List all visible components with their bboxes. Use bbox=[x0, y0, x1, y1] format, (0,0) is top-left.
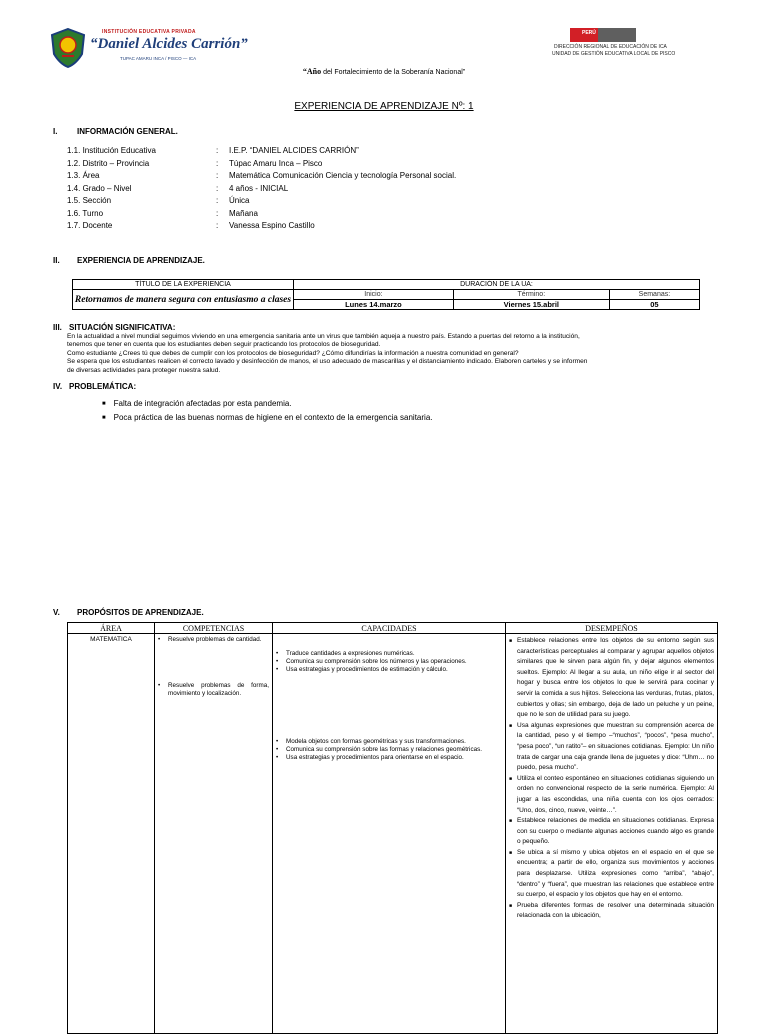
institution-label: INSTITUCIÓN EDUCATIVA PRIVADA bbox=[102, 29, 196, 35]
section-3-heading bbox=[53, 323, 175, 332]
info-value: Mañana bbox=[229, 208, 258, 218]
performance-item: ■ Establece relaciones entre los objetos de su entorno según sus características perceptuales al comparar y agrupar aquellos objetos similares que le sirven para algún fin, y dejar algunos elementos sueltos. Ejemplo: Al llegar a su aula, un niño elige ir al sector del hogar y busca entre los objetos lo que le servirá para cocinar y servir la comida a sus hijitos. Selecciona las verduras, frutas, platos, cubiertos y ollas; sin embargo, deja de lado un peluche y un peine, que no le son de utilidad para su juego. bbox=[509, 636, 714, 721]
ministry-box bbox=[598, 28, 662, 42]
info-label: 1.6. Turno bbox=[67, 208, 104, 218]
year-motto bbox=[0, 67, 768, 76]
significant-situation bbox=[67, 333, 717, 375]
purposes-table bbox=[67, 622, 718, 1034]
section-2-heading bbox=[53, 256, 205, 265]
section-1-number: I. bbox=[53, 127, 58, 136]
info-colon: : bbox=[216, 221, 219, 230]
ministry-label: Ministerio de Educación bbox=[639, 29, 662, 39]
info-label: 1.1. Institución Educativa bbox=[67, 146, 156, 155]
situation-line: En la actualidad a nivel mundial seguimos viviendo en una emergencia sanitaria ante un virus que también aqueja a nuestro país. Estando a puertas del retorno a la institución, bbox=[67, 333, 580, 340]
performance-item: ■ Usa algunas expresiones que muestran su comprensión acerca de la cantidad, peso y el tiempo –“muchos”, “pocos”, “pesa mucho”, “pesa poco”, “un ratito”– en situaciones cotidianas. Ejemplo: Un niño trata de cargar una caja grande llena de juguetes y dice: “Uhm… no puedo, pesa mucho”. bbox=[509, 721, 714, 774]
info-label: 1.7. Docente bbox=[67, 221, 113, 230]
year-rest: del Fortalecimiento de la Soberanía Nacional” bbox=[321, 69, 466, 76]
ugel-label: UNIDAD DE GESTIÓN EDUCATIVA LOCAL DE PISCO bbox=[552, 51, 676, 57]
ministry-logo bbox=[552, 28, 740, 66]
performances-header: DESEMPEÑOS bbox=[506, 623, 718, 634]
section-1-title: INFORMACIÓN GENERAL. bbox=[77, 127, 178, 136]
weeks-value: 05 bbox=[609, 300, 699, 310]
info-value: 4 años - INICIAL bbox=[229, 183, 289, 193]
year-quote-open: “Año bbox=[302, 67, 322, 76]
info-colon: : bbox=[216, 171, 219, 180]
info-colon: : bbox=[216, 196, 219, 205]
capacities-header: CAPACIDADES bbox=[273, 623, 506, 634]
performance-item: ■ Utiliza el conteo espontáneo en situaciones cotidianas siguiendo un orden no convencional respecto de la serie numérica. Ejemplo: Al jugar a las escondidas, una niña cuenta con los ojos cerrados: “Uno, dos, cinco, nueve, veinte…”. bbox=[509, 774, 714, 816]
document-title: EXPERIENCIA DE APRENDIZAJE Nº: 1 bbox=[294, 101, 474, 112]
section-3-title: SITUACIÓN SIGNIFICATIVA: bbox=[69, 323, 176, 332]
competencies-cell bbox=[155, 634, 273, 1034]
end-value: Viernes 15.abril bbox=[453, 300, 609, 310]
capacity-item: • Comunica su comprensión sobre los números y las operaciones. bbox=[276, 658, 502, 666]
experience-title-header: TÍTULO DE LA EXPERIENCIA bbox=[73, 280, 294, 290]
capacity-item: • Modela objetos con formas geométricas y sus transformaciones. bbox=[276, 738, 502, 746]
situation-line: de diversas actividades para proteger nuestra salud. bbox=[67, 366, 221, 374]
peru-flag-box bbox=[570, 28, 598, 42]
info-label: 1.2. Distrito – Provincia bbox=[67, 158, 150, 168]
capacity-item: • Usa estrategias y procedimientos para orientarse en el espacio. bbox=[276, 754, 502, 762]
capacity-item: • Traduce cantidades a expresiones numéricas. bbox=[276, 650, 502, 658]
section-4-number: IV. bbox=[53, 382, 63, 391]
duration-header: DURACIÓN DE LA UA: bbox=[294, 280, 700, 290]
peru-label: PERÚ bbox=[582, 30, 596, 36]
section-2-title: EXPERIENCIA DE APRENDIZAJE. bbox=[77, 256, 205, 265]
info-value: I.E.P. “DANIEL ALCIDES CARRIÓN” bbox=[229, 146, 359, 155]
section-1-heading bbox=[53, 127, 178, 136]
section-5-title: PROPÓSITOS DE APRENDIZAJE. bbox=[77, 608, 204, 617]
info-value: Matemática Comunicación Ciencia y tecnología Personal social. bbox=[229, 171, 457, 180]
info-label: 1.3. Área bbox=[67, 171, 100, 180]
school-logo bbox=[50, 28, 280, 72]
problem-item: ■ Falta de integración afectadas por esta pandemia. bbox=[102, 398, 433, 412]
capacity-item: • Comunica su comprensión sobre las formas y relaciones geométricas. bbox=[276, 746, 502, 754]
start-label: Inicio: bbox=[294, 290, 454, 300]
info-colon: : bbox=[216, 158, 219, 168]
school-shield-icon bbox=[50, 28, 86, 68]
section-5-heading bbox=[53, 608, 204, 617]
problem-item: ■ Poca práctica de las buenas normas de higiene en el contexto de la emergencia sanitaria. bbox=[102, 412, 433, 426]
capacities-cell bbox=[273, 634, 506, 1034]
performance-item: ■ Se ubica a sí mismo y ubica objetos en el espacio en el que se encuentra; a partir de ello, organiza sus movimientos y acciones para desplazarse. Utiliza expresiones como “arriba”, “abajo”, “dentro” y “fuera”, que muestran las relaciones que establece entre su cuerpo, el espacio y los objetos que hay en el entorno. bbox=[509, 848, 714, 901]
performance-item: ■ Prueba diferentes formas de resolver una determinada situación relacionada con la ubicación, bbox=[509, 901, 714, 922]
situation-line: Como estudiante ¿Crees tú que debes de cumplir con los protocolos de bioseguridad? ¿Cómo difundirías la información a nuestra comunidad en general? bbox=[67, 349, 519, 357]
situation-line: tenemos que tener en cuenta que los estudiantes deben seguir practicando los protocolos de bioseguridad. bbox=[67, 341, 381, 349]
info-value: Única bbox=[229, 196, 250, 205]
info-colon: : bbox=[216, 183, 219, 193]
regional-direction: DIRECCIÓN REGIONAL DE EDUCACIÓN DE ICA bbox=[554, 44, 667, 50]
section-4-title: PROBLEMÁTICA: bbox=[69, 382, 137, 391]
capacity-item: • Usa estrategias y procedimientos de estimación y cálculo. bbox=[276, 666, 502, 674]
area-header: ÁREA bbox=[68, 623, 155, 634]
section-3-number: III. bbox=[53, 323, 62, 332]
experience-title: Retornamos de manera segura con entusiasmo a clases bbox=[73, 290, 294, 310]
section-2-number: II. bbox=[53, 256, 60, 265]
section-4-heading bbox=[53, 382, 136, 391]
info-colon: : bbox=[216, 208, 219, 218]
school-location: TUPAC AMARU INCA / PISCO — ICA bbox=[120, 56, 197, 61]
start-value: Lunes 14.marzo bbox=[294, 300, 454, 310]
competency-item: • Resuelve problemas de cantidad. bbox=[158, 636, 269, 644]
section-5-number: V. bbox=[53, 608, 60, 617]
weeks-label: Semanas: bbox=[609, 290, 699, 300]
performances-cell bbox=[506, 634, 718, 1034]
end-label: Término: bbox=[453, 290, 609, 300]
competency-item: • Resuelve problemas de forma, movimiento y localización. bbox=[158, 682, 269, 698]
area-cell: MATEMATICA bbox=[68, 634, 155, 1034]
school-name-logo: “Daniel Alcides Carrión” bbox=[90, 36, 248, 52]
situation-line: Se espera que los estudiantes realicen el correcto lavado y desinfección de manos, el uso adecuado de mascarillas y el distanciamiento indicado. Elaboren carteles y se informen bbox=[67, 358, 588, 366]
competencies-header: COMPETENCIAS bbox=[155, 623, 273, 634]
info-label: 1.5. Sección bbox=[67, 196, 112, 205]
performance-item: ■ Establece relaciones de medida en situaciones cotidianas. Expresa con su cuerpo o mediante algunas acciones cuando algo es grande o pequeño. bbox=[509, 816, 714, 848]
info-label: 1.4. Grado – Nivel bbox=[67, 183, 132, 193]
problem-list bbox=[102, 398, 433, 425]
info-value: Vanessa Espino Castillo bbox=[229, 221, 315, 230]
info-value: Túpac Amaru Inca – Pisco bbox=[229, 158, 323, 168]
experience-table bbox=[72, 279, 700, 310]
info-colon: : bbox=[216, 146, 219, 155]
